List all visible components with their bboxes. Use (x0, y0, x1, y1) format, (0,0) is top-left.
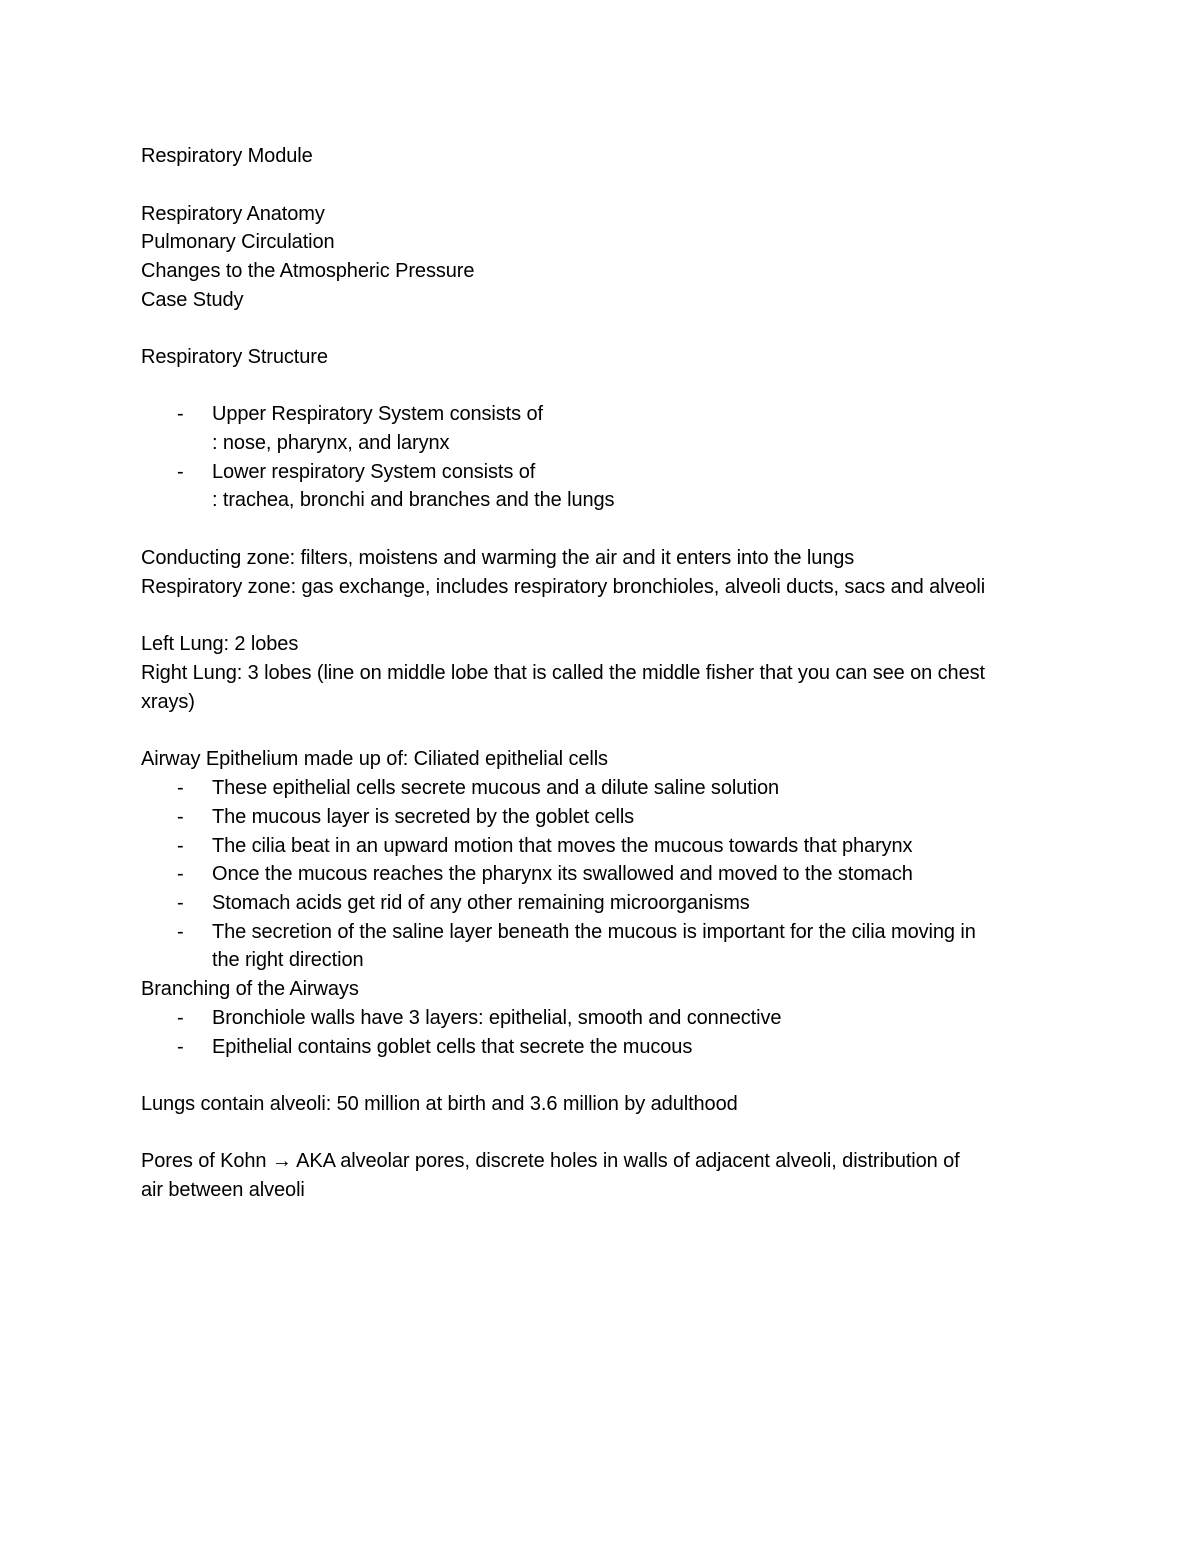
list-item: The cilia beat in an upward motion that moves the mucous towards that pharynx (212, 835, 913, 857)
bullet-marker: - (177, 921, 184, 943)
topic-item: Changes to the Atmospheric Pressure (141, 260, 475, 282)
section-heading-branching: Branching of the Airways (141, 978, 359, 1000)
list-item: Stomach acids get rid of any other remaining microorganisms (212, 892, 750, 914)
paragraph-alveoli: Lungs contain alveoli: 50 million at birth and 3.6 million by adulthood (141, 1093, 738, 1115)
topic-item: Respiratory Anatomy (141, 203, 325, 225)
paragraph-conducting-zone: Conducting zone: filters, moistens and warming the air and it enters into the lungs (141, 547, 855, 569)
paragraph-pores-of-kohn-continuation: air between alveoli (141, 1179, 305, 1201)
paragraph-respiratory-zone: Respiratory zone: gas exchange, includes respiratory bronchioles, alveoli ducts, sacs and alveoli (141, 576, 986, 598)
list-item: Upper Respiratory System consists of (212, 403, 543, 425)
bullet-marker: - (177, 806, 184, 828)
paragraph-pores-of-kohn: Pores of Kohn → AKA alveolar pores, discrete holes in walls of adjacent alveoli, distribution of (141, 1150, 960, 1172)
bullet-marker: - (177, 1036, 184, 1058)
list-item-continuation: : trachea, bronchi and branches and the lungs (212, 489, 615, 511)
topic-item: Pulmonary Circulation (141, 231, 335, 253)
list-item: Epithelial contains goblet cells that secrete the mucous (212, 1036, 693, 1058)
paragraph-right-lung-continuation: xrays) (141, 691, 195, 713)
bullet-marker: - (177, 777, 184, 799)
document-title: Respiratory Module (141, 145, 313, 167)
bullet-marker: - (177, 1007, 184, 1029)
list-item: Bronchiole walls have 3 layers: epithelial, smooth and connective (212, 1007, 782, 1029)
bullet-marker: - (177, 461, 184, 483)
list-item-continuation: : nose, pharynx, and larynx (212, 432, 450, 454)
list-item: The mucous layer is secreted by the goblet cells (212, 806, 635, 828)
list-item: Lower respiratory System consists of (212, 461, 536, 483)
section-heading-epithelium: Airway Epithelium made up of: Ciliated epithelial cells (141, 748, 608, 770)
bullet-marker: - (177, 835, 184, 857)
bullet-marker: - (177, 863, 184, 885)
list-item-continuation: the right direction (212, 949, 364, 971)
list-item: The secretion of the saline layer beneath the mucous is important for the cilia moving in (212, 921, 976, 943)
bullet-marker: - (177, 403, 184, 425)
bullet-marker: - (177, 892, 184, 914)
topic-item: Case Study (141, 289, 244, 311)
section-heading-structure: Respiratory Structure (141, 346, 328, 368)
list-item: These epithelial cells secrete mucous and a dilute saline solution (212, 777, 780, 799)
paragraph-right-lung: Right Lung: 3 lobes (line on middle lobe that is called the middle fisher that you can see on chest (141, 662, 985, 684)
paragraph-left-lung: Left Lung: 2 lobes (141, 633, 299, 655)
list-item: Once the mucous reaches the pharynx its swallowed and moved to the stomach (212, 863, 913, 885)
